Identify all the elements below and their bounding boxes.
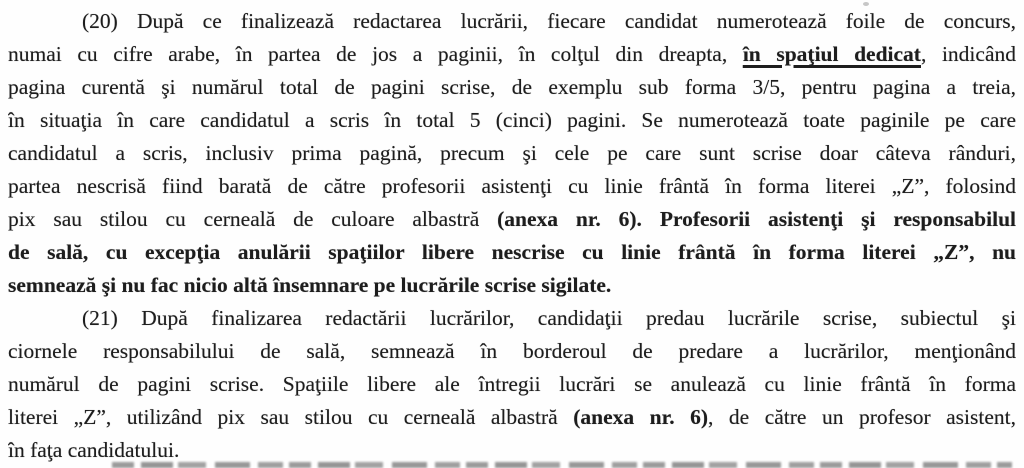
text-line [8, 71, 1016, 104]
text-line [8, 401, 1016, 434]
bold-text: (anexa nr. 6) [573, 405, 708, 429]
text-line [8, 302, 1016, 335]
body-text: (21) După finalizarea redactării lucrărilor, candidaţii predau lucrările scrise, subiectul şi [82, 306, 1016, 330]
text-line [8, 170, 1016, 203]
text-line [8, 104, 1016, 137]
text-line [8, 269, 1016, 302]
text-line [8, 38, 1016, 71]
scan-speck [863, 2, 869, 6]
text-line [8, 203, 1016, 236]
text-line [8, 236, 1016, 269]
body-text [642, 207, 660, 231]
bold-text: de sală, cu excepţia anulării spaţiilor libere nescrise cu linie frântă în forma literei „Z”, nu [8, 240, 1016, 264]
body-text: în situaţia în care candidatul a scris în total 5 (cinci) pagini. Se numerotează toate paginile pe care [8, 108, 1016, 132]
cutoff-next-line [112, 462, 1012, 468]
body-text: , de către un profesor asistent, [708, 405, 1016, 429]
body-text: numărul de pagini scrise. Spaţiile libere ale întregii lucrări se anulează cu linie frântă în forma [8, 372, 1016, 396]
body-text: partea nescrisă fiind barată de către profesorii asistenţi cu linie frântă în forma literei „Z”, folosind [8, 174, 1016, 198]
paragraph-21 [8, 302, 1016, 467]
document-body [8, 5, 1016, 467]
body-text: literei „Z”, utilizând pix sau stilou cu cerneală albastră [8, 405, 574, 429]
body-text: ciornele responsabilului de sală, semnează în borderoul de predare a lucrărilor, menţionând [8, 339, 1016, 363]
body-text: candidatul a scris, inclusiv prima pagină, precum şi cele pe care sunt scrise doar câteva rânduri, [8, 141, 1016, 165]
body-text: , indicând [920, 42, 1016, 66]
body-text: pagina curentă şi numărul total de pagini scrise, de exemplu sub forma 3/5, pentru pagina a treia, [8, 75, 1016, 99]
text-line [8, 335, 1016, 368]
body-text: în faţa candidatului. [8, 438, 180, 462]
text-line [8, 137, 1016, 170]
bold-text: semnează şi nu fac nicio altă însemnare pe lucrările scrise sigilate. [8, 273, 612, 297]
paragraph-20 [8, 5, 1016, 302]
body-text: numai cu cifre arabe, în partea de jos a paginii, în colţul din dreapta, [8, 42, 743, 66]
body-text: pix sau stilou cu cerneală de culoare albastră [8, 207, 498, 231]
text-line [8, 368, 1016, 401]
bold-text: (anexa nr. 6). [497, 207, 642, 231]
body-text: (20) După ce finalizează redactarea lucrării, fiecare candidat numerotează foile de concurs, [82, 9, 1016, 33]
underlined-phrase: în spaţiul dedicat [742, 42, 921, 66]
bold-text: Profesorii asistenţi şi responsabilul [659, 207, 1016, 231]
text-line [8, 5, 1016, 38]
